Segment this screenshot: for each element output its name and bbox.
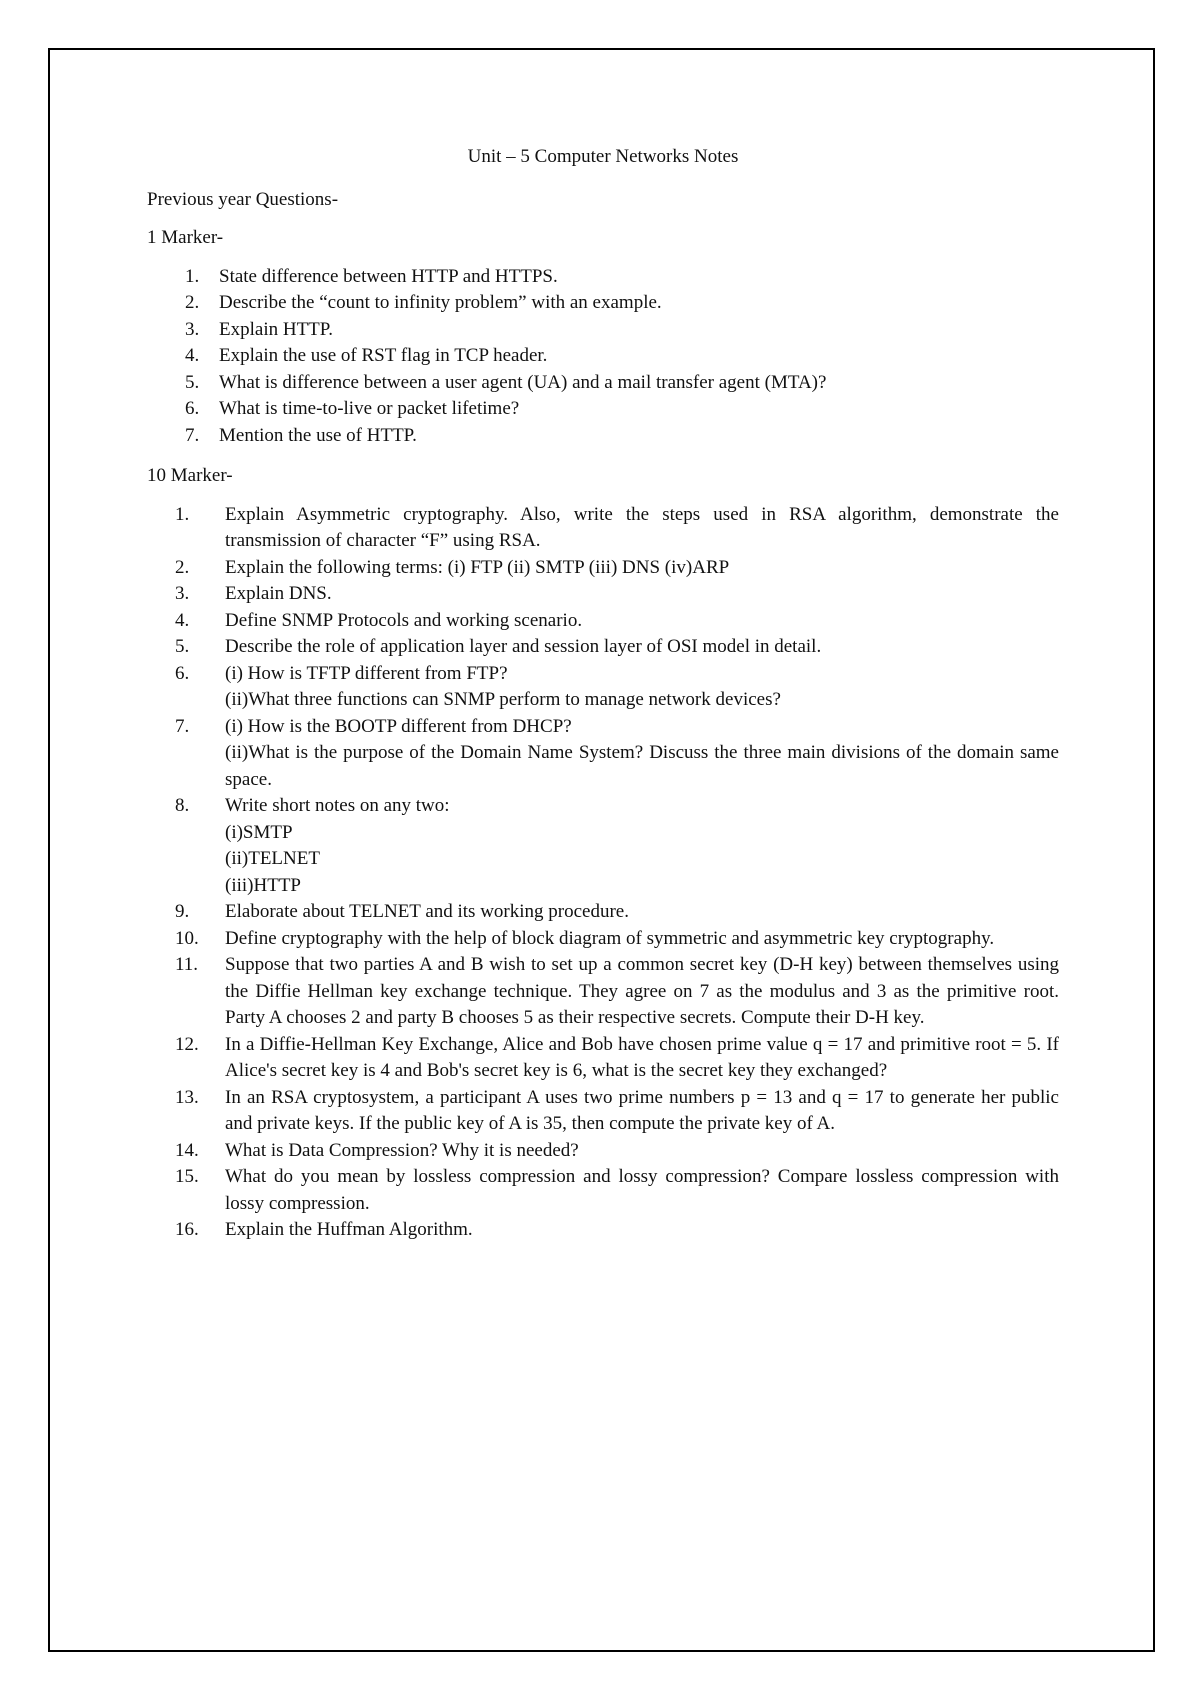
question-number: 13.: [175, 1086, 199, 1108]
question-item: [147, 1032, 1059, 1085]
question-number: 6.: [185, 398, 200, 419]
question-number: 10.: [175, 927, 199, 949]
document-body: [147, 144, 1059, 1258]
question-item: [147, 581, 1059, 608]
question-text: Explain HTTP.: [219, 318, 333, 340]
question-item: [147, 1164, 1059, 1217]
question-number: 1.: [175, 503, 190, 525]
question-number: 5.: [175, 636, 190, 657]
question-item: [147, 793, 1059, 899]
question-text: Define SNMP Protocols and working scenario.: [225, 609, 583, 631]
question-text: Write short notes on any two:: [225, 795, 450, 816]
question-number: 2.: [185, 292, 200, 313]
question-text: (i)SMTP: [225, 821, 293, 843]
question-number: 9.: [175, 901, 190, 922]
question-number: 3.: [175, 583, 190, 604]
question-text: What is time-to-live or packet lifetime?: [219, 398, 520, 419]
question-text: What is difference between a user agent (UA) and a mail transfer agent (MTA)?: [219, 371, 827, 393]
question-text: State difference between HTTP and HTTPS.: [219, 265, 558, 287]
question-item: [147, 396, 1059, 423]
question-number: 4.: [185, 345, 200, 366]
question-text: (i) How is the BOOTP different from DHCP?: [225, 715, 572, 737]
question-text: (ii)TELNET: [225, 848, 320, 869]
question-text: What do you mean by lossless compression and lossy compression? Compare lossless compression with lossy compression.: [225, 1166, 1059, 1214]
section-label-10-marker: 10 Marker-: [147, 465, 233, 486]
question-item: [147, 555, 1059, 582]
question-number: 7.: [175, 715, 190, 737]
question-text: (iii)HTTP: [225, 874, 301, 896]
question-item: [147, 926, 1059, 953]
question-item: [147, 1085, 1059, 1138]
question-number: 2.: [175, 556, 190, 578]
question-item: [147, 502, 1059, 555]
question-text: Explain DNS.: [225, 583, 332, 604]
question-text: Suppose that two parties A and B wish to set up a common secret key (D-H key) between themselves using the Diffie Hellman key exchange technique. They agree on 7 as the modulus and 3 as the primitive root. Party A chooses 2 and party B chooses 5 as their respective secrets. Compute their D-H key.: [225, 954, 1059, 1028]
question-number: 14.: [175, 1139, 199, 1161]
question-text: Describe the role of application layer and session layer of OSI model in detail.: [225, 636, 822, 657]
question-item: [147, 1217, 1059, 1244]
question-item: [147, 608, 1059, 635]
question-number: 11.: [175, 954, 199, 975]
question-text: Explain Asymmetric cryptography. Also, write the steps used in RSA algorithm, demonstrate the transmission of character “F” using RSA.: [225, 503, 1059, 551]
question-item: [147, 317, 1059, 344]
question-text: Describe the “count to infinity problem” with an example.: [219, 292, 662, 313]
question-item: [147, 714, 1059, 794]
question-number: 6.: [175, 662, 190, 684]
question-item: [147, 899, 1059, 926]
question-item: [147, 952, 1059, 1032]
question-item: [147, 290, 1059, 317]
question-text: Define cryptography with the help of block diagram of symmetric and asymmetric key cryptography.: [225, 927, 995, 949]
question-item: [147, 1138, 1059, 1165]
question-item: [147, 661, 1059, 714]
question-number: 1.: [185, 265, 200, 287]
question-item: [147, 343, 1059, 370]
page-title: Unit – 5 Computer Networks Notes: [467, 146, 739, 167]
question-number: 8.: [175, 795, 190, 816]
question-text: Mention the use of HTTP.: [219, 424, 417, 446]
question-text: Elaborate about TELNET and its working procedure.: [225, 901, 629, 922]
question-text: (ii)What is the purpose of the Domain Name System? Discuss the three main divisions of the domain same space.: [225, 742, 1059, 790]
question-text: (i) How is TFTP different from FTP?: [225, 662, 508, 684]
question-number: 12.: [175, 1033, 199, 1055]
question-number: 4.: [175, 609, 190, 631]
question-list-1-marker: [147, 264, 1059, 450]
question-item: [147, 423, 1059, 450]
question-text: In an RSA cryptosystem, a participant A uses two prime numbers p = 13 and q = 17 to generate her public and private keys. If the public key of A is 35, then compute the private key of A.: [225, 1086, 1059, 1134]
question-text: Explain the following terms: (i) FTP (ii) SMTP (iii) DNS (iv)ARP: [225, 556, 730, 578]
question-text: In a Diffie-Hellman Key Exchange, Alice and Bob have chosen prime value q = 17 and primitive root = 5. If Alice's secret key is 4 and Bob's secret key is 6, what is the secret key they exchanged?: [225, 1033, 1059, 1081]
question-text: (ii)What three functions can SNMP perform to manage network devices?: [225, 689, 781, 710]
question-item: [147, 264, 1059, 291]
question-number: 7.: [185, 424, 200, 446]
question-item: [147, 634, 1059, 661]
question-number: 15.: [175, 1166, 199, 1187]
question-text: Explain the Huffman Algorithm.: [225, 1219, 473, 1240]
question-number: 16.: [175, 1219, 199, 1240]
question-text: Explain the use of RST flag in TCP header.: [219, 345, 548, 366]
question-item: [147, 370, 1059, 397]
question-list-10-marker: [147, 502, 1059, 1244]
question-text: What is Data Compression? Why it is needed?: [225, 1139, 579, 1161]
question-number: 3.: [185, 318, 200, 340]
question-number: 5.: [185, 371, 200, 393]
section-label-1-marker: 1 Marker-: [147, 227, 224, 248]
subtitle: Previous year Questions-: [147, 188, 339, 210]
